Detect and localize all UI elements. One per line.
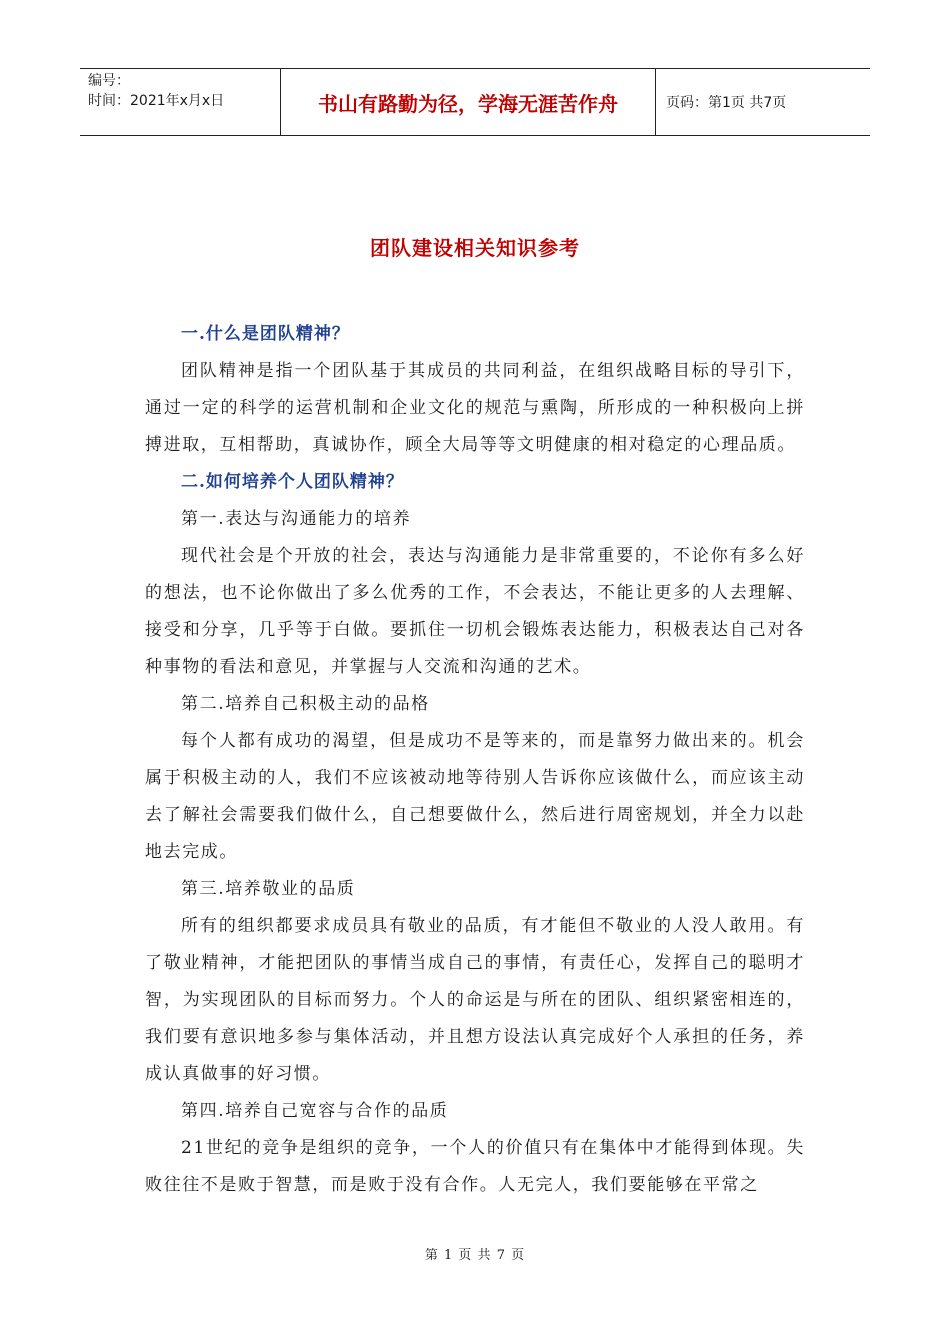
subheading: 第三.培养敬业的品质: [181, 879, 356, 899]
paragraph: 每个人都有成功的渴望，但是成功不是等来的，而是靠努力做出来的。机会属于积极主动的人，我们不应该被动地等待别人告诉你应该做什么，而应该主动去了解社会需要我们做什么，自己想要做什么，然后进行周密规划，并全力以赴地去完成。: [145, 731, 805, 862]
header-page-label: 页码：第1页 共7页: [666, 95, 787, 111]
page-footer: 第 1 页 共 7 页: [424, 1248, 526, 1263]
document-title: 团队建设相关知识参考: [370, 236, 580, 260]
header-motto: 书山有路勤为径，学海无涯苦作舟: [280, 69, 656, 135]
paragraph: 团队精神是指一个团队基于其成员的共同利益，在组织战略目标的导引下，通过一定的科学的运营机制和企业文化的规范与熏陶，所形成的一种积极向上拼搏进取，互相帮助，真诚协作，顾全大局等等文明健康的相对稳定的心理品质。: [145, 361, 805, 455]
subheading: 第四.培养自己宽容与合作的品质: [181, 1101, 449, 1121]
time-label: 时间：2021年x月x日: [88, 93, 225, 109]
section-heading: 一.什么是团队精神？: [181, 324, 350, 344]
subheading: 第一.表达与沟通能力的培养: [181, 509, 412, 529]
header-meta: [80, 69, 280, 135]
section-heading: 二.如何培养个人团队精神？: [181, 472, 404, 492]
document-body: [145, 316, 805, 1204]
header-table: [80, 68, 870, 136]
subheading: 第二.培养自己积极主动的品格: [181, 694, 430, 714]
paragraph: 21世纪的竞争是组织的竞争，一个人的价值只有在集体中才能得到体现。失败往往不是败于智慧，而是败于没有合作。人无完人，我们要能够在平常之: [145, 1138, 805, 1195]
paragraph: 现代社会是个开放的社会，表达与沟通能力是非常重要的，不论你有多么好的想法，也不论你做出了多么优秀的工作，不会表达，不能让更多的人去理解、接受和分享，几乎等于白做。要抓住一切机会锻炼表达能力，积极表达自己对各种事物的看法和意见，并掌握与人交流和沟通的艺术。: [145, 546, 805, 677]
number-label: 编号：: [88, 73, 130, 89]
paragraph: 所有的组织都要求成员具有敬业的品质，有才能但不敬业的人没人敢用。有了敬业精神，才能把团队的事情当成自己的事情，有责任心，发挥自己的聪明才智，为实现团队的目标而努力。个人的命运是与所在的团队、组织紧密相连的，我们要有意识地多参与集体活动，并且想方设法认真完成好个人承担的任务，养成认真做事的好习惯。: [145, 916, 805, 1084]
